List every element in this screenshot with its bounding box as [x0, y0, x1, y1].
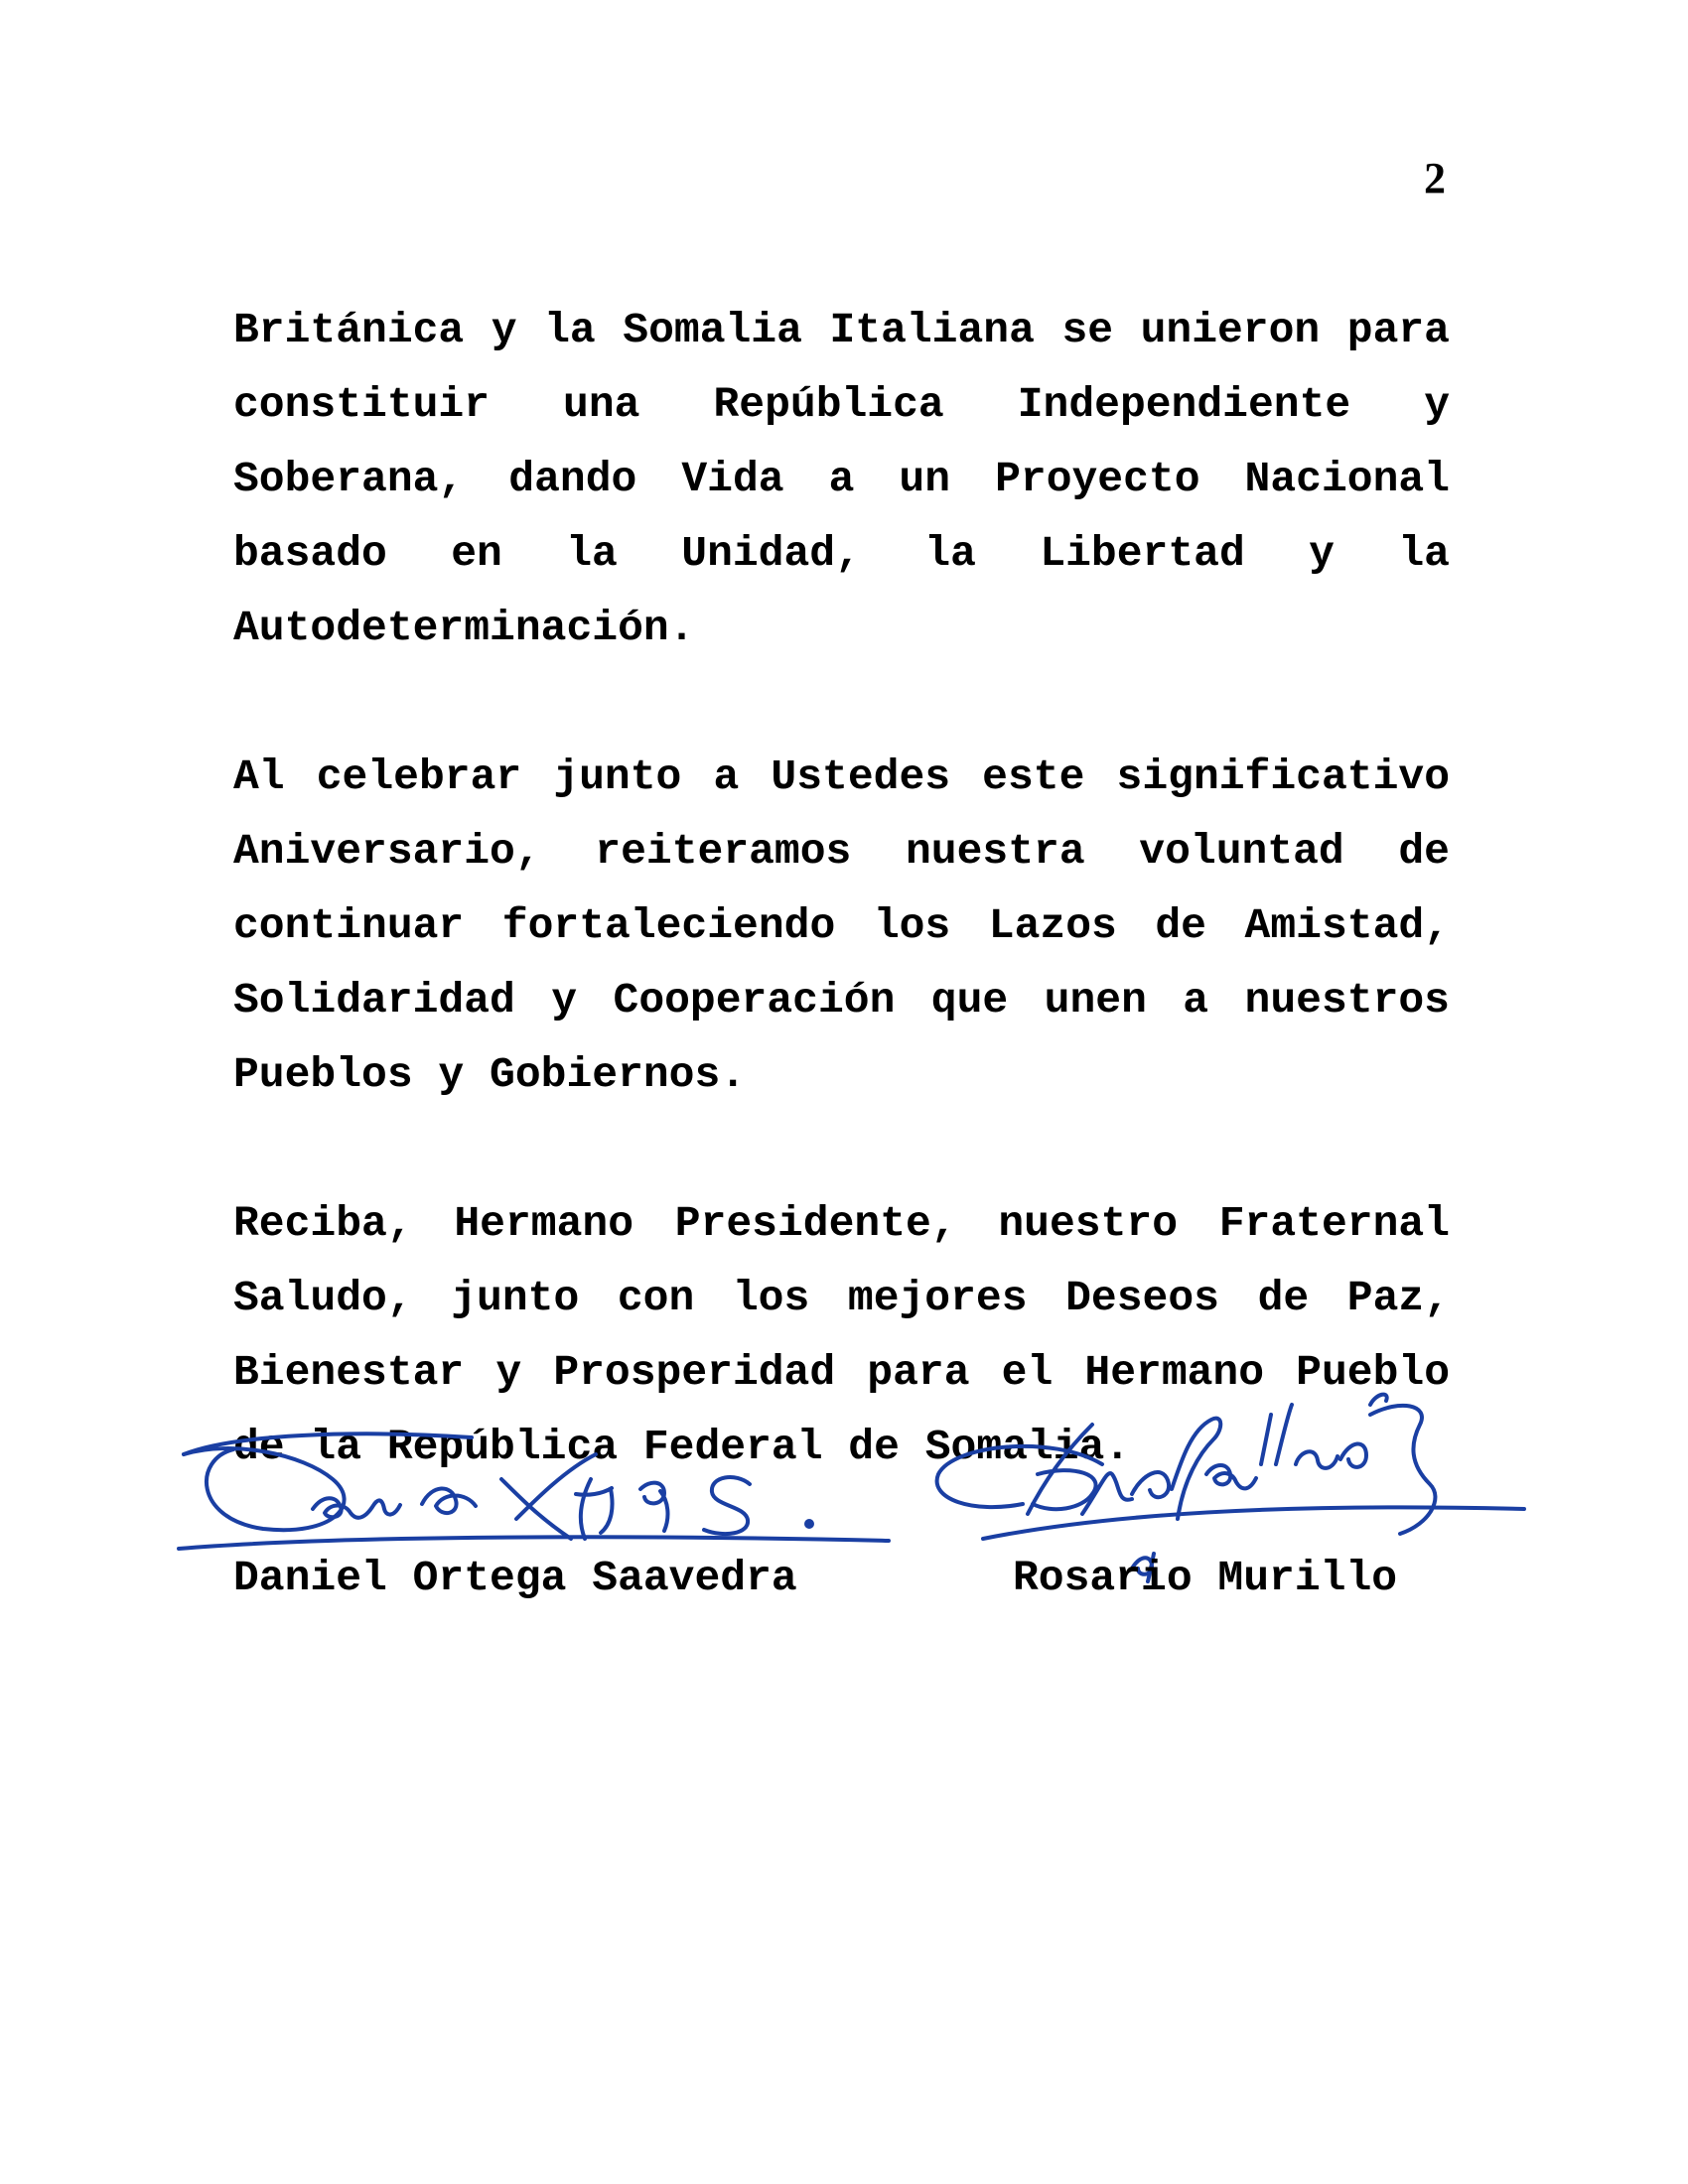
letter-body — [233, 293, 1450, 1484]
paragraph-2: Al celebrar junto a Ustedes este significativo Aniversario, reiteramos nuestra voluntad de continuar fortaleciendo los Lazos de Amistad, Solidaridad y Cooperación que unen a nuestros Pueblos y Gobiernos. — [233, 752, 1450, 1099]
signature-daniel-ortega — [174, 1410, 899, 1559]
signatory-name-right: Rosario Murillo — [1013, 1554, 1398, 1602]
paragraph-3: Reciba, Hermano Presidente, nuestro Fraternal Saludo, junto con los mejores Deseos de Paz, Bienestar y Prosperidad para el Hermano Pueblo de la República Federal de Somalia. — [233, 1199, 1450, 1471]
page-number: 2 — [1424, 154, 1446, 203]
paragraph-1: Británica y la Somalia Italiana se unieron para constituir una República Independiente y Soberana, dando Vida a un Proyecto Nacional basado en la Unidad, la Libertad y la Autodeterminación. — [233, 306, 1450, 652]
signatory-name-left: Daniel Ortega Saavedra — [233, 1554, 797, 1602]
